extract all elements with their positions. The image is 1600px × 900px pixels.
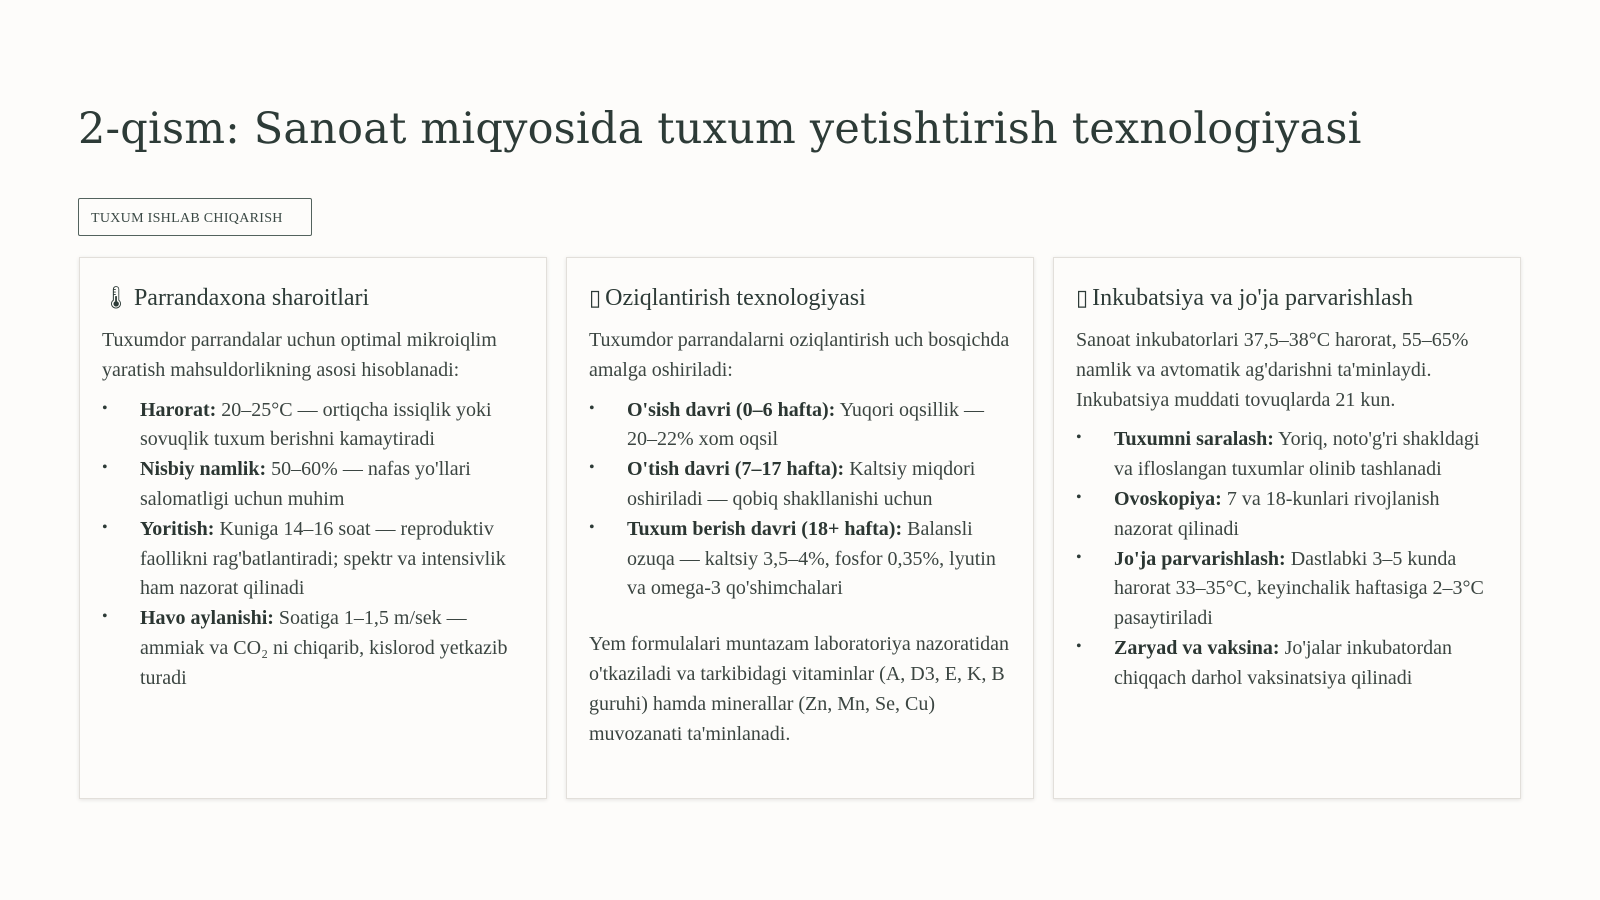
item-text: 7 va 18-kunlari rivojlanish nazorat qilinadi — [1114, 487, 1440, 540]
item-label: O'tish davri (7–17 hafta): — [627, 458, 845, 481]
list-item — [1076, 425, 1498, 485]
item-text: Soatiga 1–1,5 m/sek — ammiak va CO₂ ni chiqarib, kislorod yetkazib turadi — [140, 607, 508, 689]
card-title — [589, 280, 1011, 316]
grain-icon: ▯ — [589, 285, 602, 310]
card-title-text: Oziqlantirish texnologiyasi — [605, 285, 866, 311]
item-label: Tuxumni saralash: — [1114, 428, 1274, 451]
list-item — [102, 396, 524, 456]
card-intro: Sanoat inkubatorlari 37,5–38°C harorat, 55–65% namlik va avtomatik ag'darishni ta'minlaydi. Inkubatsiya muddati tovuqlarda 21 kun. — [1076, 329, 1469, 411]
item-text: Dastlabki 3–5 kunda harorat 33–35°C, keyinchalik haftasiga 2–3°C pasaytiriladi — [1114, 547, 1484, 630]
item-label: Jo'ja parvarishlash: — [1114, 547, 1286, 570]
card-parrandaxona — [79, 257, 547, 799]
item-text: Kuniga 14–16 soat — reproduktiv faollikni rag'batlantiradi; spektr va intensivlik ham nazorat qilinadi — [140, 517, 506, 600]
card-oziqlantirish — [566, 257, 1034, 799]
card-title-text: Inkubatsiya va jo'ja parvarishlash — [1092, 285, 1414, 311]
item-label: Yoritish: — [140, 517, 215, 540]
egg-icon: ▯ — [1076, 285, 1089, 310]
item-label: Ovoskopiya: — [1114, 487, 1222, 510]
section-tag — [78, 198, 312, 236]
card-intro: Tuxumdor parrandalar uchun optimal mikroiqlim yaratish mahsuldorlikning asosi hisoblanadi: — [102, 329, 497, 381]
item-text: Kaltsiy miqdori oshiriladi — qobiq shakllanishi uchun — [627, 458, 976, 510]
list-item — [589, 455, 1011, 515]
bullet-list — [102, 396, 524, 694]
item-text: Yoriq, noto'g'ri shakldagi va ifloslangan tuxumlar olinib tashlanadi — [1114, 428, 1480, 481]
item-label: Harorat: — [140, 398, 217, 421]
item-label: Nisbiy namlik: — [140, 458, 267, 481]
item-text: Balansli ozuqa — kaltsiy 3,5–4%, fosfor 0,35%, lyutin va omega-3 qo'shimchalari — [627, 517, 996, 600]
list-item — [102, 515, 524, 604]
card-title — [102, 280, 524, 316]
thermometer-icon: 🌡 — [102, 285, 130, 310]
list-item — [589, 515, 1011, 604]
item-label: Havo aylanishi: — [140, 607, 274, 630]
card-inkubatsiya — [1053, 257, 1521, 799]
item-text: Yuqori oqsillik — 20–22% xom oqsil — [627, 398, 985, 451]
bullet-list — [1076, 425, 1498, 693]
list-item — [1076, 634, 1498, 694]
card-title-text: Parrandaxona sharoitlari — [133, 285, 370, 311]
card-outro: Yem formulalari muntazam laboratoriya nazoratidan o'tkaziladi va tarkibidagi vitaminlar (A, D3, E, K, B guruhi) hamda minerallar (Zn, Mn, Se, Cu) muvozanati ta'minlanadi. — [589, 633, 1010, 745]
item-label: Zaryad va vaksina: — [1114, 636, 1280, 659]
item-label: O'sish davri (0–6 hafta): — [627, 398, 836, 421]
item-text: 50–60% — nafas yo'llari salomatligi uchun muhim — [140, 458, 471, 510]
item-text: 20–25°C — ortiqcha issiqlik yoki sovuqlik tuxum berishni kamaytiradi — [140, 398, 492, 451]
list-item — [589, 396, 1011, 456]
item-text: Jo'jalar inkubatordan chiqqach darhol vaksinatsiya qilinadi — [1114, 636, 1453, 689]
item-label: Tuxum berish davri (18+ hafta): — [627, 517, 903, 540]
list-item — [102, 455, 524, 515]
card-title — [1076, 280, 1498, 316]
page-title: 2-qism: Sanoat miqyosida tuxum yetishtirish texnologiyasi — [78, 104, 1362, 154]
section-tag-label: TUXUM ISHLAB CHIQARISH — [91, 210, 283, 226]
list-item — [102, 604, 524, 693]
list-item — [1076, 545, 1498, 634]
card-intro: Tuxumdor parrandalarni oziqlantirish uch bosqichda amalga oshiriladi: — [589, 329, 1010, 381]
list-item — [1076, 485, 1498, 545]
bullet-list — [589, 396, 1011, 605]
